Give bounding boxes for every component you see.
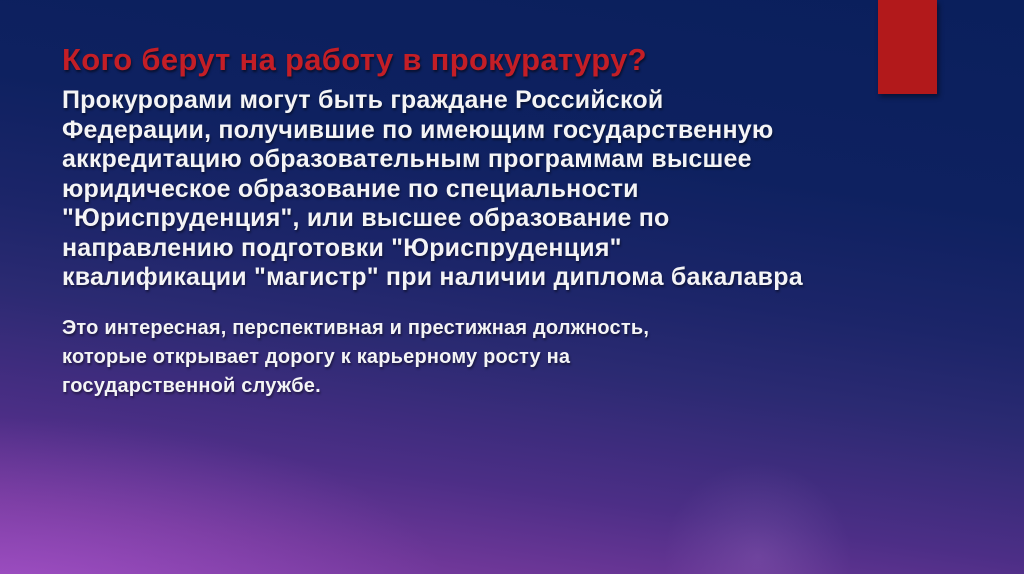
body-paragraph-secondary (62, 314, 649, 401)
paragraph-line: аккредитацию образовательным программам высшее (62, 145, 752, 173)
paragraph-line: государственной службе. (62, 375, 321, 397)
paragraph-line: "Юриспруденция", или высшее образование по (62, 204, 670, 232)
paragraph-line: Это интересная, перспективная и престижная должность, (62, 317, 650, 339)
body-paragraph-main (62, 86, 803, 293)
paragraph-line: которые открывает дорогу к карьерному росту на (62, 346, 571, 368)
slide-title: Кого берут на работу в прокуратуру? (62, 42, 647, 77)
paragraph-line: юридическое образование по специальности (62, 174, 639, 203)
paragraph-line: Прокурорами могут быть граждане Российской (62, 86, 664, 114)
paragraph-line: квалификации "магистр" при наличии диплома бакалавра (62, 263, 803, 291)
paragraph-line: направлению подготовки "Юриспруденция" (62, 233, 622, 262)
paragraph-line: Федерации, получившие по имеющим государственную (62, 115, 774, 144)
red-accent-bar (878, 0, 937, 94)
